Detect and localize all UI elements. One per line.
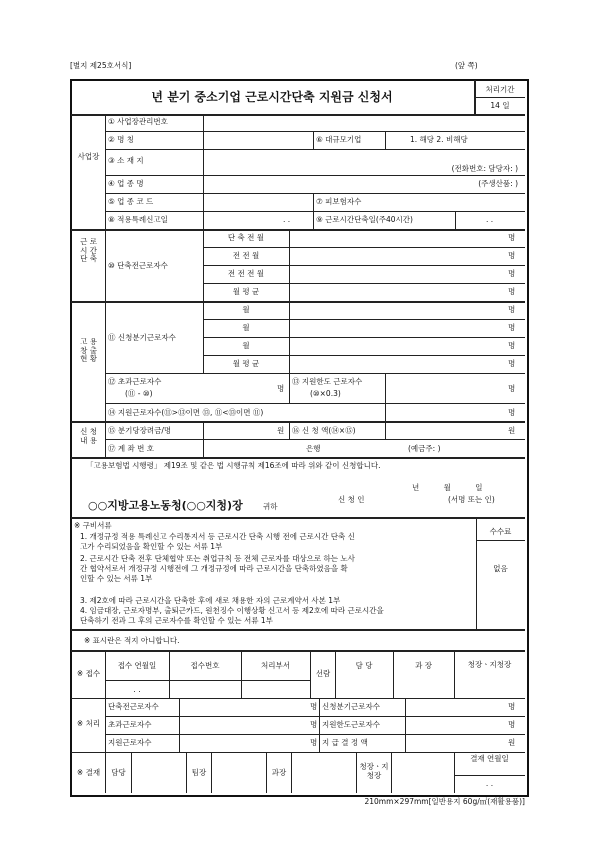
approval-date-value[interactable]: . . [485,779,494,788]
unit-person: 명 [508,408,516,417]
reduction-row-label: 전 전 월 [232,251,260,260]
receipt-header: 선람 [315,669,331,678]
depositor-label: (예금주: ) [408,444,441,453]
unit-person: 명 [310,738,318,747]
receipt-date[interactable]: . . [133,685,141,694]
unit-person: 명 [508,269,516,278]
document-item: 3. 제2호에 따라 근로시간을 단축한 후에 새로 채용한 자의 근로계약서 사본 1부 [80,596,341,605]
large-company-label: ⑥ 대규모기업 [316,135,362,144]
address-label: ③ 소 재 지 [108,156,144,165]
receipt-header: 담 당 [355,661,373,670]
signature-label[interactable]: (서명 또는 인) [448,495,495,504]
approval-cell: 담당 [111,768,126,777]
unit-person: 명 [277,384,285,393]
unit-person: 명 [508,720,516,729]
approval-date-label: 결재 연월일 [470,754,509,763]
month-row-label: 월 [242,323,250,332]
company-name-field[interactable] [204,132,312,148]
unit-person: 명 [508,702,516,711]
mgmt-no-label: ① 사업장관리번호 [108,117,168,126]
unit-person: 명 [508,384,516,393]
unit-won: 원 [508,738,516,747]
support-workers-label: ⑭ 지원근로자수(⑪>⑬이면 ⑬, ⑪<⑬이면 ⑪) [108,408,264,417]
bank-label: 은행 [306,444,321,453]
unit-person: 명 [310,702,318,711]
applicant-label: 신 청 인 [338,495,365,504]
fee-value: 없음 [493,564,508,573]
office-name: ○○지방고용노동청(○○지청)장 [88,499,243,512]
unit-person: 명 [508,305,516,314]
unit-person: 명 [508,233,516,242]
office-use-note: ※ 표시란은 적지 아니합니다. [84,636,180,645]
special-report-date-label: ⑧ 적용특례신고일 [108,215,168,224]
month-row-label: 월 [242,341,250,350]
receipt-header: 처리부서 [261,661,290,670]
approval-cell: 팀장 [191,768,207,777]
document-item: 4. 임금대장, 근로자명부, 출퇴근카드, 원천징수 이행상황 신고서 등 제2호에 따라 근로시간을 [80,606,384,615]
document-item: 2. 근로시간 단축 전후 단체협약 또는 취업규칙 등 전체 근로자를 대상으로 하는 노사 [80,554,355,563]
document-item: 1. 개정규정 적용 특례신고 수리통지서 등 근로시간 단축 시행 전에 근로시간 단축 신 [80,532,355,541]
receipt-header: 청장ㆍ지청장 [467,660,512,669]
month-row-label: 월 [242,305,250,314]
quarter-workers-label: ⑪ 신청분기근로자수 [108,333,176,342]
excess-workers-label: ⑫ 초과근로자수 [108,377,162,386]
paper-spec: 210mm×297mm[일반용지 60g/㎡(재활용품)] [364,797,525,806]
process-cell-label: 지원근로자수 [108,738,152,747]
reduction-row-label: 단 축 전 월 [227,233,265,242]
reduction-date-label: ⑨ 근로시간단축일(주40시간) [316,215,413,224]
declaration-date: 년 월 일 [412,483,483,492]
process-cell-label: 신청분기근로자수 [322,702,380,711]
unit-person: 명 [508,341,516,350]
receipt-header: 과 장 [415,661,432,670]
documents-heading: ※ 구비서류 [74,521,112,530]
limit-formula: (⑩×0.3) [310,389,341,398]
limit-workers-label: ⑬ 지원한도 근로자수 [292,377,363,386]
processing-period-label: 처리기간 [485,85,515,94]
unit-person: 명 [508,359,516,368]
form-title: 년 분기 중소기업 근로시간단축 지원금 신청서 [151,90,393,104]
page-side: (앞 쪽) [455,61,478,70]
process-label: ※ 처리 [76,719,101,728]
excess-formula: (⑪ - ⑩) [125,389,153,398]
receipt-header: 접수번호 [190,661,220,670]
industry-code-field[interactable] [204,194,312,210]
reduction-section-label: 근 로 시 간 단 축 [80,237,97,264]
large-company-options[interactable]: 1. 해당 2. 비해당 [410,135,468,144]
document-item: 인할 수 있는 서류 1부 [80,574,153,583]
insured-count-label: ⑦ 피보험자수 [316,197,362,206]
process-cell-label: 단축전근로자수 [108,702,159,711]
account-label: ⑰ 계 좌 번 호 [108,444,155,453]
declaration-text: 「고용보험법 시행령」 제19조 및 같은 법 시행규칙 제16조에 따라 위와 같이 신청합니다. [86,461,381,470]
document-item: 간 협약서로서 개정규정 시행전에 그 개정규정에 따라 근로시간을 단축하였음을 확 [80,564,348,573]
employment-section-label: 고 용 창 출 현 황 [80,337,97,364]
document-item: 고가 수리되었음을 확인할 수 있는 서류 1부 [80,542,223,551]
unit-person: 명 [508,287,516,296]
quarter-wage-label: ⑮ 분기당장려금/명 [108,426,172,435]
amount-label: ⑯ 신 청 액(⑭×⑮) [292,426,356,435]
company-name-label: ② 명 칭 [108,135,134,144]
phone-contact-label: (전화번호: 담당자: ) [451,164,518,173]
unit-won: 원 [277,426,285,435]
process-cell-label: 지원한도근로자수 [322,720,380,729]
industry-code-label: ⑤ 업 종 코 드 [108,197,154,206]
month-row-label: 월 평 균 [232,359,260,368]
unit-won: 원 [508,426,516,435]
process-cell-label: 지 급 결 정 액 [322,738,368,747]
unit-person: 명 [508,323,516,332]
office-suffix: 귀하 [263,502,278,511]
document-item: 단축하기 전과 그 후의 근로자수를 확인할 수 있는 서류 1부 [80,616,273,625]
receipt-label: ※ 접수 [76,669,101,678]
unit-person: 명 [310,720,318,729]
main-product-label: (주생산품: ) [478,179,518,188]
application-section-label: 신 청 내 용 [80,427,97,445]
approval-label: ※ 결재 [76,768,101,777]
fee-label: 수수료 [489,527,512,536]
reduction-workers-label: ⑩ 단축전근로자수 [108,261,168,270]
reduction-date-value[interactable]: . . [486,215,494,224]
processing-days: 14 일 [490,101,510,110]
unit-person: 명 [508,251,516,260]
process-cell-label: 초과근로자수 [108,720,152,729]
reduction-row-label: 전 전 전 월 [227,269,265,278]
industry-name-label: ④ 업 종 명 [108,179,144,188]
employer-section-label: 사업장 [77,152,100,161]
form-number: [별지 제25호서식] [70,61,132,70]
mgmt-no-field[interactable] [204,115,524,130]
approval-cell: 과장 [271,768,287,777]
approval-cell: 청장ㆍ지청장 [359,762,389,780]
reduction-row-label: 월 평 균 [232,287,260,296]
receipt-header: 접수 연월일 [117,661,157,670]
special-report-date-value[interactable]: . . [283,215,291,224]
